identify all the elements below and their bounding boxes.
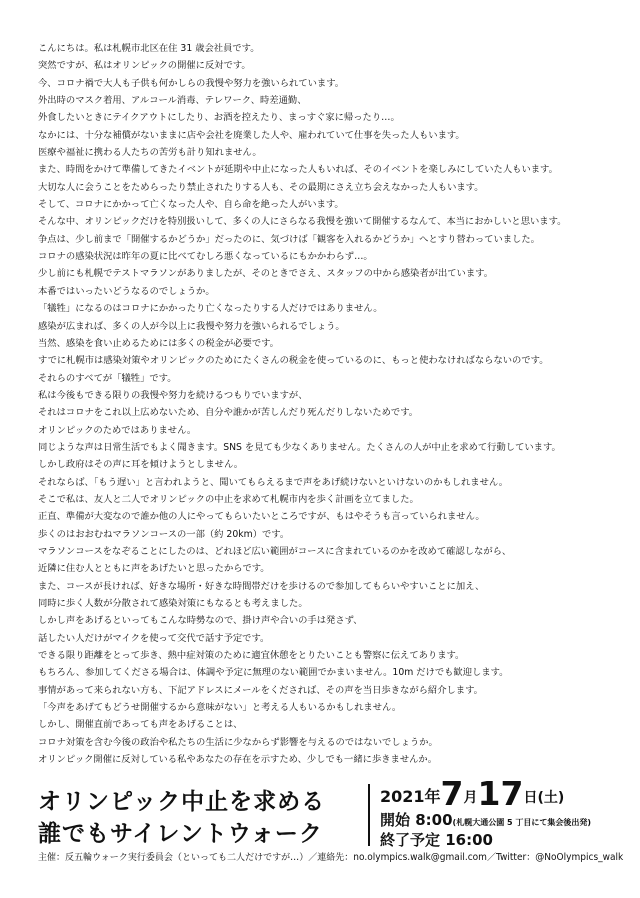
statement-line: それならば、「もう遅い」と言われようと、聞いてもらえるまで声をあげ続けないといけないのかもしれません。 [38, 476, 509, 488]
event-date [380, 774, 630, 813]
event-month: 7 [440, 774, 464, 813]
statement-line: それはコロナをこれ以上広めないため、自分や誰かが苦しんだり死んだりしないためです。 [38, 407, 419, 419]
statement-line: オリンピック開催に反対している私やあなたの存在を示すため、少しでも一緒に歩きませんか。 [38, 754, 438, 766]
statement-line: こんにちは。私は札幌市北区在住 31 歳会社員です。 [38, 43, 260, 54]
statement-line: また、時間をかけて準備してきたイベントが延期や中止になった人もいれば、そのイベントを楽しみにしていた人もいます。 [38, 164, 558, 176]
statement-line: 大切な人に会うことをためらったり禁止されたりする人も、その最期にさえ立ち会えなかった人もいます。 [38, 181, 484, 193]
statement-line: コロナの感染状況は昨年の夏に比べてむしろ悪くなっているにもかかわらず…。 [38, 251, 373, 263]
headline-line-2: 誰でもサイレントウォーク [38, 821, 323, 847]
statement-line: オリンピックのためではありません。 [38, 424, 197, 436]
statement-line: なかには、十分な補償がないままに店や会社を廃業した人や、雇われていて仕事を失った人もいます。 [38, 129, 465, 141]
statement-line: 当然、感染を食い止めるためには多くの税金が必要です。 [38, 337, 279, 349]
statement-line: 外食したいときにテイクアウトにしたり、お酒を控えたり、まっすぐ家に帰ったり…。 [38, 112, 400, 124]
statement-line: 歩くのはおおむねマラソンコースの一部（約 20km）です。 [38, 528, 290, 540]
statement-line: 「今声をあげてもどうせ開催するから意味がない」と考える人もいるかもしれません。 [38, 702, 402, 714]
event-start-time: 開始 8:00 [380, 811, 453, 829]
statement-line: 本番ではいったいどうなるのでしょうか。 [38, 285, 215, 297]
event-schedule [380, 776, 630, 850]
event-year: 2021年 [380, 787, 441, 806]
event-headline [38, 786, 358, 850]
statement-line: 争点は、少し前まで「開催するかどうか」だったのに、気づけば「観客を入れるかどうか」へとすり替わっていました。 [38, 233, 540, 245]
statement-line: 話したい人だけがマイクを使って交代で話す予定です。 [38, 632, 270, 644]
statement-line: 同じような声は日常生活でもよく聞きます。SNS を見ても少なくありません。たくさんの人が中止を求めて行動しています。 [38, 441, 561, 453]
statement-line: 少し前にも札幌でテストマラソンがありましたが、そのときでさえ、スタッフの中から感染者が出ています。 [38, 268, 493, 280]
statement-line: 同時に歩く人数が分散されて感染対策にもなるとも考えました。 [38, 598, 308, 609]
event-banner [38, 774, 618, 849]
statement-line: マラソンコースをなぞることにしたのは、どれほど広い範囲がコースに含まれているのかを改めて確認しながら、 [38, 545, 512, 557]
statement-body [38, 40, 608, 768]
statement-line: 私は今後もできる限りの我慢や努力を続けるつもりでいますが、 [38, 389, 308, 401]
statement-line: しかし、開催直前であっても声をあげることは、 [38, 719, 243, 731]
event-day-unit: 日 [523, 790, 538, 806]
statement-line: 突然ですが、私はオリンピックの開催に反対です。 [38, 60, 251, 72]
statement-line: もちろん、参加してくださる場合は、体調や予定に無理のない範囲でかまいません。10m だけでも歓迎します。 [38, 667, 509, 679]
headline-line-1: オリンピック中止を求める [38, 789, 326, 815]
statement-line: 今、コロナ禍で大人も子供も何かしらの我慢や努力を強いられています。 [38, 77, 345, 89]
statement-line: すでに札幌市は感染対策やオリンピックのためにたくさんの税金を使っているのに、もっと使わなければならないのです。 [38, 355, 549, 367]
event-weekday: (土) [537, 790, 565, 806]
statement-line: 事情があって来られない方も、下記アドレスにメールをくだされば、その声を当日歩きながら紹介します。 [38, 684, 483, 696]
event-start [380, 810, 630, 830]
statement-line: 正直、準備が大変なので誰か他の人にやってもらいたいところですが、もはやそうも言っていられません。 [38, 511, 485, 523]
statement-line: そして、コロナにかかって亡くなった人や、自ら命を絶った人がいます。 [38, 199, 344, 211]
statement-line: そんな中、オリンピックだけを特別扱いして、多くの人にさらなる我慢を強いて開催するなんて、本当におかしいと思います。 [38, 216, 567, 228]
vertical-divider [368, 784, 370, 846]
statement-line: 外出時のマスク着用、アルコール消毒、テレワーク、時差通勤、 [38, 95, 307, 107]
statement-line: それらのすべてが「犠牲」です。 [38, 372, 177, 384]
statement-line: できる限り距離をとって歩き、熱中症対策のために適宜休憩をとりたいことも警察に伝えてあります。 [38, 650, 465, 662]
event-end-time: 終了予定 16:00 [380, 831, 493, 849]
statement-line: しかし声をあげるといってもこんな時勢なので、掛け声や合いの手は発さず、 [38, 615, 363, 627]
statement-line: 医療や福祉に携わる人たちの苦労も計り知れません。 [38, 147, 262, 159]
event-start-location: (札幌大通公園 5 丁目にて集会後出発) [452, 818, 591, 827]
statement-line: しかし政府はその声に耳を傾けようとしません。 [38, 459, 244, 471]
statement-line: また、コースが長ければ、好きな場所・好きな時間帯だけを歩けるので参加してもらいやすいことに加え、 [38, 580, 485, 592]
event-day: 17 [477, 774, 524, 813]
statement-line: 近隣に住む人とともに声をあげたいと思ったからです。 [38, 563, 270, 575]
statement-line: そこで私は、友人と二人でオリンピックの中止を求めて札幌市内を歩く計画を立てました。 [38, 493, 419, 505]
organizer-contact: 主催：反五輪ウォーク実行委員会（といっても二人だけですが…）／連絡先：no.olympics.walk@gmail.com／Twitter：@NoOlympics_walk [38, 852, 624, 863]
event-month-unit: 月 [463, 790, 478, 806]
statement-line: 「犠牲」になるのはコロナにかかったり亡くなったりする人だけではありません。 [38, 303, 383, 315]
statement-line: コロナ対策を含む今後の政治や私たちの生活に少なからず影響を与えるのではないでしょうか。 [38, 736, 438, 748]
statement-line: 感染が広まれば、多くの人が今以上に我慢や努力を強いられるでしょう。 [38, 320, 345, 332]
